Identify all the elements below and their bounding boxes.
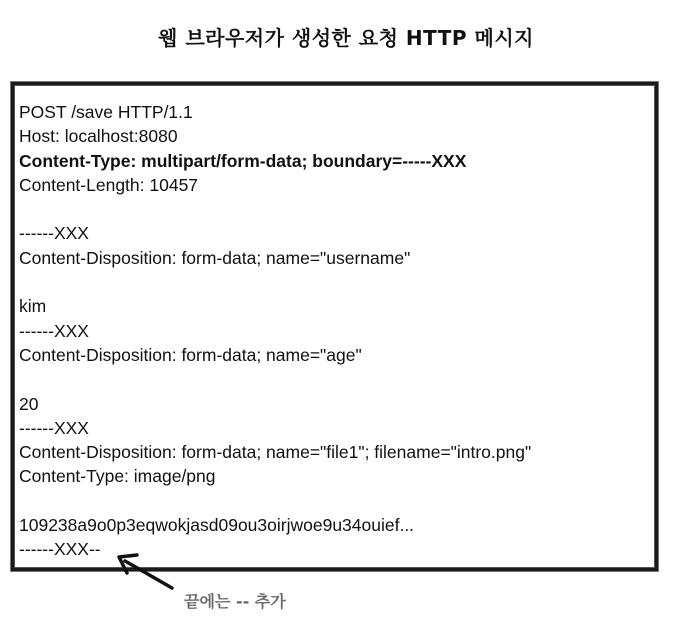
message-line: Content-Disposition: form-data; name="username" xyxy=(19,247,411,268)
message-line: Content-Type: image/png xyxy=(19,466,216,487)
message-line: ------XXX xyxy=(19,320,89,341)
message-line: POST /save HTTP/1.1 xyxy=(19,102,193,122)
message-line: Content-Disposition: form-data; name="file1"; filename="intro.png" xyxy=(19,442,532,463)
blank-line xyxy=(19,270,531,294)
message-line: ------XXX-- xyxy=(19,539,101,560)
message-line: 20 xyxy=(19,393,39,414)
message-line: Content-Length: 10457 xyxy=(19,174,199,195)
message-line: 109238a9o0p3eqwokjasd09ou3oirjwoe9u34ouief... xyxy=(19,515,415,536)
blank-line xyxy=(19,489,531,513)
http-message-lines xyxy=(19,100,531,562)
message-line: Content-Type: multipart/form-data; boundary=-----XXX xyxy=(19,150,467,171)
message-line: ------XXX xyxy=(19,223,89,244)
blank-line xyxy=(19,197,531,221)
message-line: kim xyxy=(19,296,47,317)
message-line: Host: localhost:8080 xyxy=(19,126,178,147)
message-line: Content-Disposition: form-data; name="age" xyxy=(19,344,362,365)
annotation-label: 끝에는 -- 추가 xyxy=(184,592,286,611)
diagram-title: 웹 브라우저가 생성한 요청 HTTP 메시지 xyxy=(158,26,534,50)
message-line: ------XXX xyxy=(19,417,89,438)
blank-line xyxy=(19,367,531,391)
